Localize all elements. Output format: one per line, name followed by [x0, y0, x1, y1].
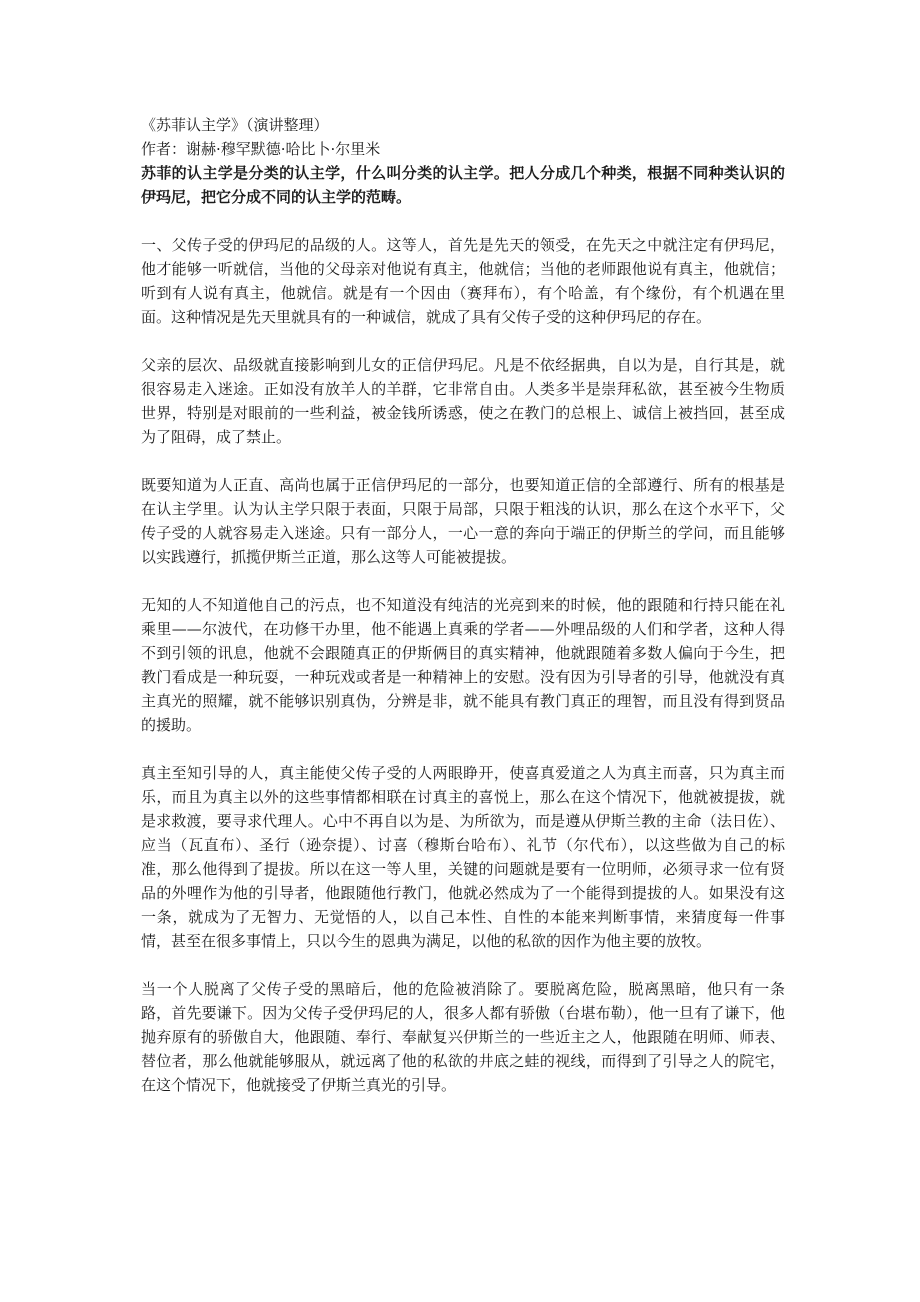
paragraph: 真主至知引导的人，真主能使父传子受的人两眼睁开，使喜真爱道之人为真主而喜，只为真主而乐，而且为真主以外的这些事情都相联在讨真主的喜悦上，那么在这个情况下，他就被提拔，就是求救渡，要寻求代理人。心中不再自以为是、为所欲为，而是遵从伊斯兰教的主命（法日佐）、应当（瓦直布）、圣行（逊奈提）、讨喜（穆斯台哈布）、礼节（尔代布），以这些做为自己的标准，那么他得到了提拔。所以在这一等人里，关键的问题就是要有一位明师，必须寻求一位有贤品的外哩作为他的引导者，他跟随他行教门，他就必然成为了一个能得到提拔的人。如果没有这一条，就成为了无智力、无觉悟的人，以自己本性、自性的本能来判断事情，来猜度每一件事情，甚至在很多事情上，只以今生的恩典为满足，以他的私欲的因作为他主要的放牧。: [141, 764, 785, 950]
paragraph: 父亲的层次、品级就直接影响到儿女的正信伊玛尼。凡是不依经据典，自以为是，自行其是，就很容易走入迷途。正如没有放羊人的羊群，它非常自由。人类多半是崇拜私欲，甚至被今生物质世界，特别是对眼前的一些利益，被金钱所诱惑，使之在教门的总根上、诚信上被挡回，甚至成为了阻碍，成了禁止。: [141, 356, 785, 446]
paragraph: 一、父传子受的伊玛尼的品级的人。这等人，首先是先天的领受，在先天之中就注定有伊玛尼，他才能够一听就信，当他的父母亲对他说有真主，他就信；当他的老师跟他说有真主，他就信；听到有人说有真主，他就信。就是有一个因由（赛拜布），有个哈盖，有个缘份，有个机遇在里面。这种情况是先天里就具有的一种诚信，就成了具有父传子受的这种伊玛尼的存在。: [141, 236, 785, 326]
paragraph: 当一个人脱离了父传子受的黑暗后，他的危险被消除了。要脱离危险，脱离黑暗，他只有一条路，首先要谦下。因为父传子受伊玛尼的人，很多人都有骄傲（台堪布勒），他一旦有了谦下，他抛弃原有的骄傲自大，他跟随、奉行、奉献复兴伊斯兰的一些近主之人，他跟随在明师、师表、替位者，那么他就能够服从，就远离了他的私欲的井底之蛙的视线，而得到了引导之人的院宅，在这个情况下，他就接受了伊斯兰真光的引导。: [141, 980, 785, 1094]
paragraph: 无知的人不知道他自己的污点，也不知道没有纯洁的光亮到来的时候，他的跟随和行持只能在礼乘里——尔波代，在功修干办里，他不能遇上真乘的学者——外哩品级的人们和学者，这种人得不到引领的讯息，他就不会跟随真正的伊斯俩目的真实精神，他就跟随着多数人偏向于今生，把教门看成是一种玩耍，一种玩戏或者是一种精神上的安慰。没有因为引导者的引导，他就没有真主真光的照耀，就不能够识别真伪，分辨是非，就不能具有教门真正的理智，而且没有得到贤品的援助。: [141, 596, 785, 734]
document-title: 《苏菲认主学》（演讲整理）: [141, 116, 329, 134]
document-author: 作者：谢赫·穆罕默德·哈比卜·尔里米: [141, 140, 381, 158]
document-lead: 苏菲的认主学是分类的认主学，什么叫分类的认主学。把人分成几个种类，根据不同种类认识的伊玛尼，把它分成不同的认主学的范畴。: [141, 164, 785, 206]
paragraph: 既要知道为人正直、高尚也属于正信伊玛尼的一部分，也要知道正信的全部遵行、所有的根基是在认主学里。认为认主学只限于表面，只限于局部，只限于粗浅的认识，那么在这个水平下，父传子受的人就容易走入迷途。只有一部分人，一心一意的奔向于端正的伊斯兰的学问，而且能够以实践遵行，抓揽伊斯兰正道，那么这等人可能被提拔。: [141, 476, 785, 566]
document-page: [141, 113, 785, 1097]
